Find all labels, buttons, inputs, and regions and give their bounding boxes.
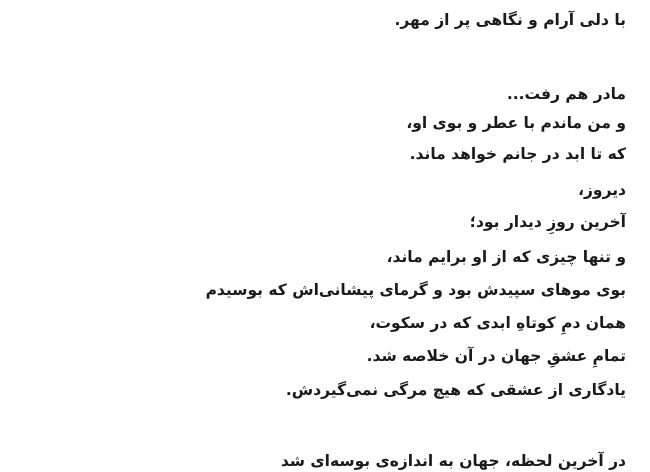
poem-line: آخرین روزِ دیدار بود؛ xyxy=(469,213,626,231)
poem-line: همان دمِ کوتاهِ ابدی که در سکوت، xyxy=(369,314,626,332)
poem-line: با دلی آرام و نگاهی پر از مهر. xyxy=(394,11,626,29)
poem-line: بوی موهای سپیدش بود و گرمای پیشانی‌اش که بوسیدم xyxy=(205,281,626,299)
poem-line: مادر هم رفت... xyxy=(506,85,626,103)
poem-line: یادگاری از عشقی که هیچ مرگی نمی‌گیردش. xyxy=(285,381,626,399)
poem-line: تمامِ عشقِ جهان در آن خلاصه شد. xyxy=(366,347,626,365)
poem-line: و من ماندم با عطر و بوی او، xyxy=(406,114,626,132)
poem-line: در آخرین لحظه، جهان به اندازه‌ی بوسه‌ای شد xyxy=(280,452,626,470)
poem-line: و تنها چیزی که از او برایم ماند، xyxy=(386,248,626,266)
poem-line: دیروز، xyxy=(578,181,626,199)
poem-line: که تا ابد در جانم خواهد ماند. xyxy=(409,145,626,163)
